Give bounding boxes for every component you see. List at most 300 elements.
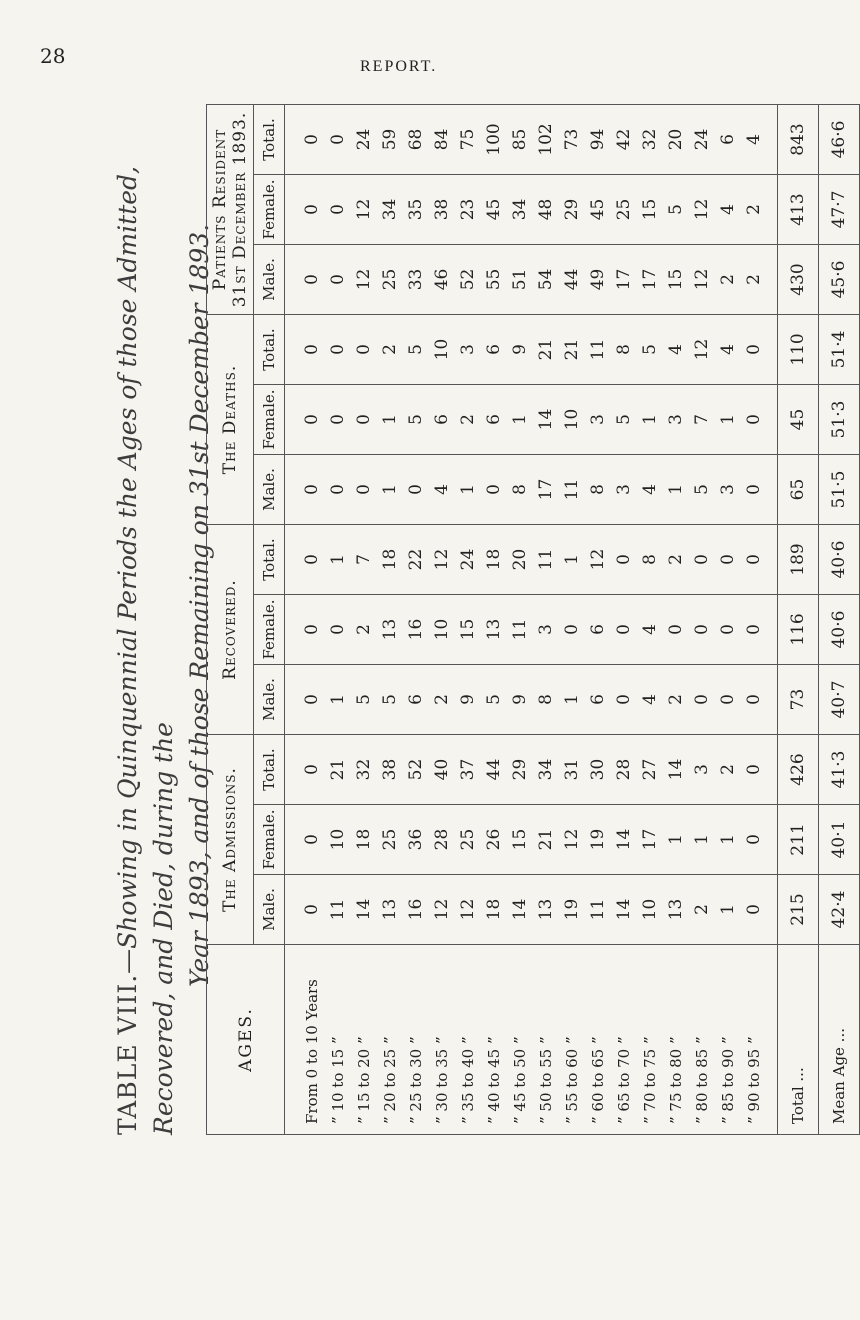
- count-cell: 1: [377, 385, 403, 455]
- count-cell: 17: [533, 455, 559, 525]
- count-cell: 8: [611, 314, 637, 384]
- age-range: From 0 to 10 Years: [285, 945, 326, 1135]
- total-cell: 843: [778, 104, 819, 174]
- count-cell: 5: [611, 385, 637, 455]
- count-cell: 23: [455, 174, 481, 244]
- age-range: ” 70 to 75 ”: [637, 945, 663, 1135]
- count-cell: 35: [403, 174, 429, 244]
- table-title: [110, 105, 214, 1135]
- count-cell: 0: [611, 525, 637, 595]
- count-cell: 34: [533, 735, 559, 805]
- count-cell: 12: [351, 174, 377, 244]
- mean-age-label: Mean Age ...: [819, 945, 860, 1135]
- table-row: [533, 104, 559, 1134]
- sub-female: Female.: [254, 805, 285, 875]
- recovered-header: Recovered.: [207, 525, 254, 735]
- count-cell: 44: [559, 244, 585, 314]
- deaths-header: The Deaths.: [207, 314, 254, 524]
- count-cell: 0: [285, 805, 326, 875]
- mean-age-cell: 40·1: [819, 805, 860, 875]
- total-cell: 116: [778, 595, 819, 665]
- count-cell: 14: [533, 385, 559, 455]
- count-cell: 21: [533, 805, 559, 875]
- age-range: ” 65 to 70 ”: [611, 945, 637, 1135]
- table-row: [585, 104, 611, 1134]
- count-cell: 1: [689, 805, 715, 875]
- count-cell: 73: [559, 104, 585, 174]
- count-cell: 102: [533, 104, 559, 174]
- count-cell: 21: [559, 314, 585, 384]
- count-cell: 1: [663, 805, 689, 875]
- count-cell: 30: [585, 735, 611, 805]
- sub-female: Female.: [254, 595, 285, 665]
- count-cell: 0: [741, 735, 778, 805]
- count-cell: 0: [285, 595, 326, 665]
- count-cell: 4: [741, 104, 778, 174]
- count-cell: 36: [403, 805, 429, 875]
- count-cell: 46: [429, 244, 455, 314]
- count-cell: 16: [403, 595, 429, 665]
- count-cell: 26: [481, 805, 507, 875]
- count-cell: 15: [663, 244, 689, 314]
- count-cell: 6: [585, 665, 611, 735]
- count-cell: 31: [559, 735, 585, 805]
- count-cell: 5: [637, 314, 663, 384]
- count-cell: 12: [429, 525, 455, 595]
- age-range: ” 50 to 55 ”: [533, 945, 559, 1135]
- count-cell: 15: [507, 805, 533, 875]
- count-cell: 12: [585, 525, 611, 595]
- table-row: [611, 104, 637, 1134]
- count-cell: 38: [377, 735, 403, 805]
- count-cell: 14: [507, 875, 533, 945]
- count-cell: 0: [741, 665, 778, 735]
- mean-age-cell: 45·6: [819, 244, 860, 314]
- count-cell: 0: [741, 595, 778, 665]
- sub-total: Total.: [254, 525, 285, 595]
- count-cell: 9: [507, 665, 533, 735]
- count-cell: 0: [325, 174, 351, 244]
- table-row: [741, 104, 778, 1134]
- table-row: [559, 104, 585, 1134]
- count-cell: 6: [715, 104, 741, 174]
- total-cell: 65: [778, 455, 819, 525]
- total-cell: 430: [778, 244, 819, 314]
- count-cell: 0: [351, 314, 377, 384]
- count-cell: 2: [715, 735, 741, 805]
- mean-age-cell: 47·7: [819, 174, 860, 244]
- count-cell: 4: [715, 314, 741, 384]
- count-cell: 18: [481, 875, 507, 945]
- count-cell: 32: [351, 735, 377, 805]
- count-cell: 2: [741, 174, 778, 244]
- table-row: [285, 104, 326, 1134]
- sub-male: Male.: [254, 244, 285, 314]
- count-cell: 2: [663, 525, 689, 595]
- count-cell: 0: [351, 385, 377, 455]
- count-cell: 0: [285, 314, 326, 384]
- count-cell: 2: [351, 595, 377, 665]
- count-cell: 1: [325, 665, 351, 735]
- count-cell: 13: [533, 875, 559, 945]
- count-cell: 24: [351, 104, 377, 174]
- age-range: ” 20 to 25 ”: [377, 945, 403, 1135]
- count-cell: 10: [559, 385, 585, 455]
- mean-age-cell: 51·4: [819, 314, 860, 384]
- count-cell: 13: [663, 875, 689, 945]
- total-cell: 413: [778, 174, 819, 244]
- sub-male: Male.: [254, 455, 285, 525]
- count-cell: 55: [481, 244, 507, 314]
- count-cell: 11: [533, 525, 559, 595]
- count-cell: 44: [481, 735, 507, 805]
- count-cell: 25: [377, 805, 403, 875]
- count-cell: 0: [741, 385, 778, 455]
- count-cell: 16: [403, 875, 429, 945]
- count-cell: 12: [455, 875, 481, 945]
- count-cell: 18: [351, 805, 377, 875]
- count-cell: 11: [507, 595, 533, 665]
- age-range: ” 35 to 40 ”: [455, 945, 481, 1135]
- count-cell: 5: [663, 174, 689, 244]
- count-cell: 0: [325, 595, 351, 665]
- count-cell: 5: [377, 665, 403, 735]
- total-cell: 45: [778, 385, 819, 455]
- count-cell: 4: [429, 455, 455, 525]
- count-cell: 2: [455, 385, 481, 455]
- count-cell: 13: [377, 875, 403, 945]
- count-cell: 12: [559, 805, 585, 875]
- count-cell: 17: [611, 244, 637, 314]
- table-row: [481, 104, 507, 1134]
- count-cell: 21: [533, 314, 559, 384]
- count-cell: 1: [715, 875, 741, 945]
- table-number: TABLE VIII.: [113, 973, 142, 1135]
- table-row: [325, 104, 351, 1134]
- count-cell: 14: [611, 875, 637, 945]
- count-cell: 5: [351, 665, 377, 735]
- count-cell: 6: [481, 385, 507, 455]
- count-cell: 4: [637, 595, 663, 665]
- count-cell: 45: [481, 174, 507, 244]
- count-cell: 18: [481, 525, 507, 595]
- age-range: ” 80 to 85 ”: [689, 945, 715, 1135]
- count-cell: 0: [741, 805, 778, 875]
- table-row: [689, 104, 715, 1134]
- age-range: ” 40 to 45 ”: [481, 945, 507, 1135]
- table-row: [663, 104, 689, 1134]
- count-cell: 0: [325, 455, 351, 525]
- count-cell: 10: [429, 595, 455, 665]
- count-cell: 11: [325, 875, 351, 945]
- count-cell: 10: [637, 875, 663, 945]
- sub-total: Total.: [254, 735, 285, 805]
- count-cell: 85: [507, 104, 533, 174]
- count-cell: 0: [741, 875, 778, 945]
- ages-table: [206, 104, 860, 1135]
- count-cell: 5: [403, 385, 429, 455]
- count-cell: 49: [585, 244, 611, 314]
- count-cell: 4: [715, 174, 741, 244]
- count-cell: 3: [533, 595, 559, 665]
- count-cell: 0: [611, 595, 637, 665]
- count-cell: 18: [377, 525, 403, 595]
- count-cell: 59: [377, 104, 403, 174]
- count-cell: 0: [715, 525, 741, 595]
- count-cell: 75: [455, 104, 481, 174]
- count-cell: 94: [585, 104, 611, 174]
- title-line-2: Year 1893, and of those Remaining on 31st December 1893.: [185, 223, 214, 987]
- count-cell: 11: [559, 455, 585, 525]
- count-cell: 29: [559, 174, 585, 244]
- mean-age-cell: 42·4: [819, 875, 860, 945]
- mean-age-cell: 51·3: [819, 385, 860, 455]
- count-cell: 48: [533, 174, 559, 244]
- count-cell: 24: [455, 525, 481, 595]
- count-cell: 0: [403, 455, 429, 525]
- count-cell: 0: [351, 455, 377, 525]
- count-cell: 54: [533, 244, 559, 314]
- count-cell: 28: [611, 735, 637, 805]
- sub-male: Male.: [254, 875, 285, 945]
- count-cell: 13: [481, 595, 507, 665]
- count-cell: 68: [403, 104, 429, 174]
- count-cell: 24: [689, 104, 715, 174]
- mean-age-cell: 40·6: [819, 525, 860, 595]
- count-cell: 1: [559, 525, 585, 595]
- count-cell: 38: [429, 174, 455, 244]
- mean-age-cell: 40·6: [819, 595, 860, 665]
- age-range: ” 90 to 95 ”: [741, 945, 778, 1135]
- count-cell: 0: [285, 104, 326, 174]
- count-cell: 0: [741, 314, 778, 384]
- count-cell: 8: [507, 455, 533, 525]
- count-cell: 2: [689, 875, 715, 945]
- count-cell: 0: [689, 595, 715, 665]
- count-cell: 1: [559, 665, 585, 735]
- count-cell: 22: [403, 525, 429, 595]
- total-cell: 189: [778, 525, 819, 595]
- count-cell: 32: [637, 104, 663, 174]
- count-cell: 12: [689, 244, 715, 314]
- mean-age-cell: 46·6: [819, 104, 860, 174]
- total-label: Total ...: [778, 945, 819, 1135]
- count-cell: 1: [715, 385, 741, 455]
- count-cell: 25: [377, 244, 403, 314]
- count-cell: 6: [585, 595, 611, 665]
- table-row: [455, 104, 481, 1134]
- count-cell: 5: [403, 314, 429, 384]
- mean-age-cell: 41·3: [819, 735, 860, 805]
- count-cell: 7: [689, 385, 715, 455]
- count-cell: 8: [585, 455, 611, 525]
- count-cell: 25: [455, 805, 481, 875]
- resident-header: Patients Resident 31st December 1893.: [207, 104, 254, 314]
- count-cell: 0: [285, 385, 326, 455]
- count-cell: 1: [325, 525, 351, 595]
- total-cell: 211: [778, 805, 819, 875]
- count-cell: 0: [325, 385, 351, 455]
- running-head: REPORT.: [360, 58, 438, 75]
- count-cell: 17: [637, 805, 663, 875]
- count-cell: 21: [325, 735, 351, 805]
- count-cell: 42: [611, 104, 637, 174]
- count-cell: 11: [585, 875, 611, 945]
- count-cell: 4: [637, 665, 663, 735]
- total-cell: 215: [778, 875, 819, 945]
- table-row: [377, 104, 403, 1134]
- count-cell: 0: [285, 455, 326, 525]
- rotated-table-block: [110, 105, 849, 1135]
- count-cell: 52: [455, 244, 481, 314]
- count-cell: 37: [455, 735, 481, 805]
- count-cell: 7: [351, 525, 377, 595]
- age-range: ” 85 to 90 ”: [715, 945, 741, 1135]
- count-cell: 34: [377, 174, 403, 244]
- age-range: ” 45 to 50 ”: [507, 945, 533, 1135]
- count-cell: 9: [507, 314, 533, 384]
- age-range: ” 15 to 20 ”: [351, 945, 377, 1135]
- age-range: ” 60 to 65 ”: [585, 945, 611, 1135]
- age-range: ” 25 to 30 ”: [403, 945, 429, 1135]
- count-cell: 1: [507, 385, 533, 455]
- count-cell: 0: [741, 455, 778, 525]
- count-cell: 19: [585, 805, 611, 875]
- count-cell: 51: [507, 244, 533, 314]
- count-cell: 13: [377, 595, 403, 665]
- count-cell: 27: [637, 735, 663, 805]
- count-cell: 0: [285, 665, 326, 735]
- count-cell: 1: [637, 385, 663, 455]
- count-cell: 0: [325, 244, 351, 314]
- title-line-1: —Showing in Quinquennial Periods the Ages of those Admitted, Recovered, and Died, during the: [113, 166, 178, 1135]
- total-cell: 73: [778, 665, 819, 735]
- count-cell: 45: [585, 174, 611, 244]
- count-cell: 0: [285, 735, 326, 805]
- sub-total: Total.: [254, 104, 285, 174]
- count-cell: 100: [481, 104, 507, 174]
- sub-female: Female.: [254, 174, 285, 244]
- count-cell: 9: [455, 665, 481, 735]
- count-cell: 28: [429, 805, 455, 875]
- count-cell: 1: [715, 805, 741, 875]
- count-cell: 6: [481, 314, 507, 384]
- count-cell: 2: [741, 244, 778, 314]
- table-row: [637, 104, 663, 1134]
- count-cell: 14: [351, 875, 377, 945]
- count-cell: 25: [611, 174, 637, 244]
- count-cell: 14: [663, 735, 689, 805]
- count-cell: 12: [689, 314, 715, 384]
- count-cell: 8: [533, 665, 559, 735]
- count-cell: 12: [689, 174, 715, 244]
- count-cell: 0: [741, 525, 778, 595]
- count-cell: 6: [403, 665, 429, 735]
- count-cell: 0: [285, 174, 326, 244]
- count-cell: 19: [559, 875, 585, 945]
- count-cell: 40: [429, 735, 455, 805]
- count-cell: 3: [689, 735, 715, 805]
- count-cell: 33: [403, 244, 429, 314]
- count-cell: 0: [325, 314, 351, 384]
- count-cell: 0: [689, 665, 715, 735]
- count-cell: 3: [585, 385, 611, 455]
- total-cell: 110: [778, 314, 819, 384]
- count-cell: 2: [715, 244, 741, 314]
- count-cell: 4: [637, 455, 663, 525]
- sub-male: Male.: [254, 665, 285, 735]
- page-number: 28: [40, 44, 66, 68]
- ages-header: AGES.: [207, 945, 285, 1135]
- count-cell: 3: [663, 385, 689, 455]
- count-cell: 3: [611, 455, 637, 525]
- count-cell: 3: [715, 455, 741, 525]
- count-cell: 3: [455, 314, 481, 384]
- count-cell: 0: [481, 455, 507, 525]
- count-cell: 2: [377, 314, 403, 384]
- age-range: ” 55 to 60 ”: [559, 945, 585, 1135]
- table-row: [429, 104, 455, 1134]
- count-cell: 4: [663, 314, 689, 384]
- count-cell: 29: [507, 735, 533, 805]
- age-range: ” 75 to 80 ”: [663, 945, 689, 1135]
- total-cell: 426: [778, 735, 819, 805]
- count-cell: 52: [403, 735, 429, 805]
- count-cell: 1: [455, 455, 481, 525]
- count-cell: 15: [637, 174, 663, 244]
- table-row: [403, 104, 429, 1134]
- count-cell: 20: [507, 525, 533, 595]
- count-cell: 0: [663, 595, 689, 665]
- count-cell: 10: [325, 805, 351, 875]
- count-cell: 14: [611, 805, 637, 875]
- count-cell: 0: [611, 665, 637, 735]
- count-cell: 5: [481, 665, 507, 735]
- count-cell: 0: [715, 595, 741, 665]
- count-cell: 0: [559, 595, 585, 665]
- count-cell: 15: [455, 595, 481, 665]
- count-cell: 84: [429, 104, 455, 174]
- table-row: [351, 104, 377, 1134]
- count-cell: 1: [663, 455, 689, 525]
- count-cell: 34: [507, 174, 533, 244]
- sub-female: Female.: [254, 385, 285, 455]
- count-cell: 2: [663, 665, 689, 735]
- count-cell: 8: [637, 525, 663, 595]
- count-cell: 2: [429, 665, 455, 735]
- count-cell: 17: [637, 244, 663, 314]
- count-cell: 0: [689, 525, 715, 595]
- count-cell: 0: [285, 244, 326, 314]
- count-cell: 20: [663, 104, 689, 174]
- count-cell: 11: [585, 314, 611, 384]
- table-row: [507, 104, 533, 1134]
- count-cell: 0: [285, 525, 326, 595]
- table-row: [715, 104, 741, 1134]
- sub-total: Total.: [254, 314, 285, 384]
- admissions-header: The Admissions.: [207, 735, 254, 945]
- mean-age-cell: 40·7: [819, 665, 860, 735]
- mean-age-cell: 51·5: [819, 455, 860, 525]
- count-cell: 12: [429, 875, 455, 945]
- age-range: ” 10 to 15 ”: [325, 945, 351, 1135]
- count-cell: 0: [285, 875, 326, 945]
- count-cell: 0: [715, 665, 741, 735]
- count-cell: 10: [429, 314, 455, 384]
- age-range: ” 30 to 35 ”: [429, 945, 455, 1135]
- count-cell: 12: [351, 244, 377, 314]
- count-cell: 0: [325, 104, 351, 174]
